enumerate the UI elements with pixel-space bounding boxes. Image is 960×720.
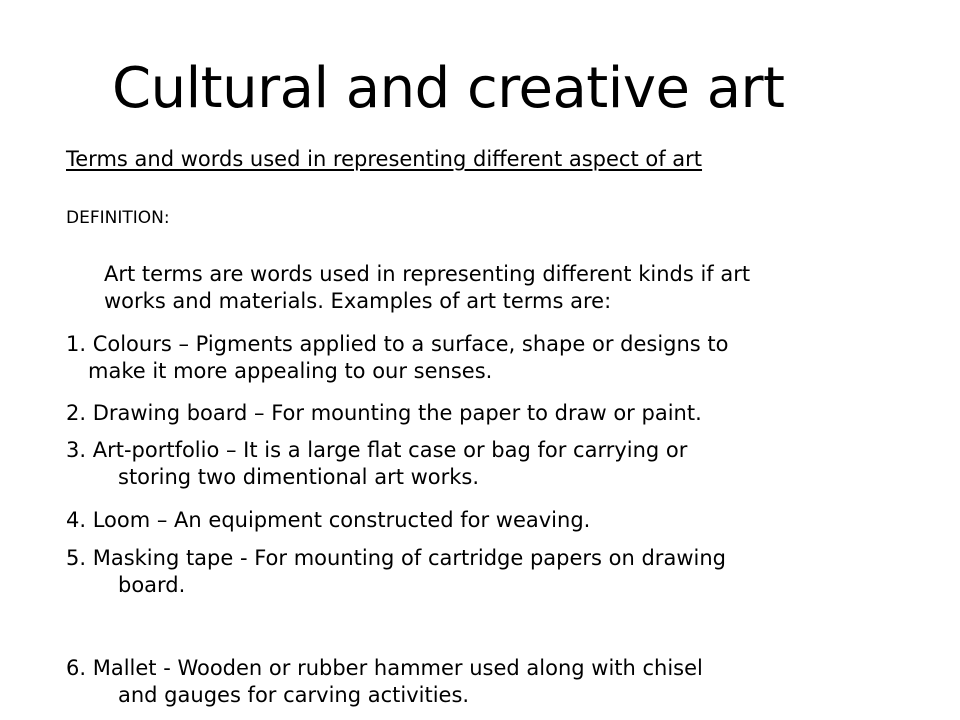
list-item-colours — [66, 331, 936, 385]
list-item-drawing-board — [66, 400, 936, 427]
list-item-continuation: board. — [118, 573, 186, 597]
list-item-continuation: and gauges for carving activities. — [118, 683, 470, 707]
intro-line-1: Art terms are words used in representing different kinds if art — [104, 262, 751, 286]
list-item-line: 4. Loom – An equipment constructed for weaving. — [66, 508, 591, 532]
list-item-line: 5. Masking tape - For mounting of cartridge papers on drawing — [66, 546, 726, 570]
list-item-line: 3. Art-portfolio – It is a large flat case or bag for carrying or — [66, 438, 688, 462]
list-item-line: 1. Colours – Pigments applied to a surface, shape or designs to — [66, 332, 729, 356]
list-item-continuation: storing two dimentional art works. — [118, 465, 480, 489]
slide-title: Cultural and creative art — [112, 56, 785, 121]
definition-label: DEFINITION: — [66, 208, 170, 228]
slide-subtitle: Terms and words used in representing different aspect of art — [66, 147, 703, 171]
list-item-line: 6. Mallet - Wooden or rubber hammer used along with chisel — [66, 656, 703, 680]
list-item-line: 2. Drawing board – For mounting the paper to draw or paint. — [66, 401, 702, 425]
intro-line-2: works and materials. Examples of art terms are: — [104, 289, 612, 313]
list-item-mallet — [66, 655, 936, 709]
intro-paragraph — [104, 261, 934, 315]
list-item-continuation: make it more appealing to our senses. — [88, 359, 493, 383]
list-item-masking-tape — [66, 545, 936, 599]
list-item-loom — [66, 507, 936, 534]
list-item-art-portfolio — [66, 437, 936, 491]
